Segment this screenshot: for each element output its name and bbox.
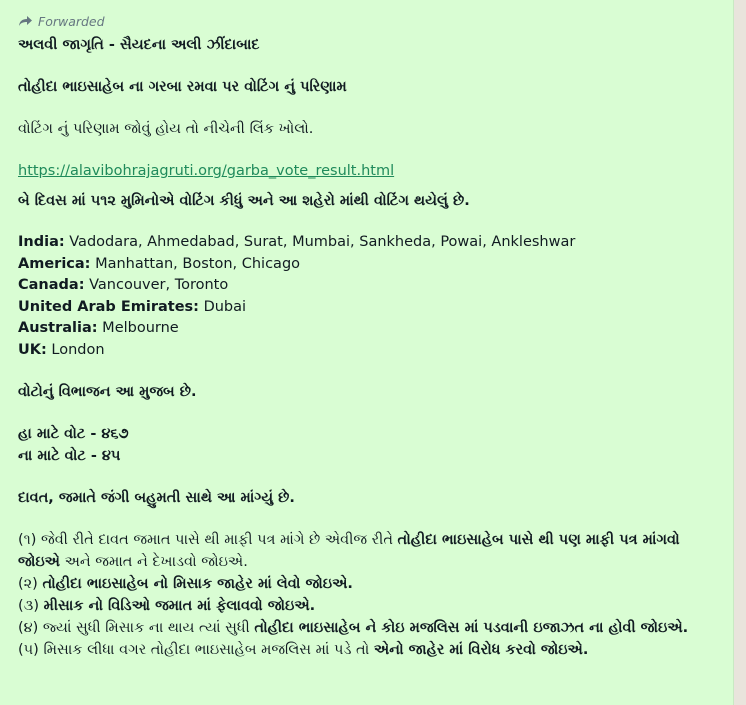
location-row: Australia: Melbourne xyxy=(18,320,179,336)
demand-heading: દાવત, જમાતે જંગી બહુમતી સાથે આ માંગ્યું છે. xyxy=(18,490,295,506)
message-summary: બે દિવસ માં ૫૧૨ મુમિનોએ વોટિંગ કીધું અને આ શહેરો માંથી વોટિંગ થયેલું છે. xyxy=(18,193,470,209)
location-row: India: Vadodara, Ahmedabad, Surat, Mumbai, Sankheda, Powai, Ankleshwar xyxy=(18,234,576,250)
location-row: America: Manhattan, Boston, Chicago xyxy=(18,255,301,272)
forward-arrow-icon xyxy=(18,15,33,27)
message-heading: તોહીદા ભાઇસાહેબ ના ગરબા રમવા પર વોટિંગ નું પરિણામ xyxy=(18,79,347,95)
vote-result-link[interactable]: https://alavibohrajagruti.org/garba_vote_result.html xyxy=(18,163,395,179)
forwarded-label: Forwarded xyxy=(38,13,105,29)
demand-item: (૨) તોહીદા ભાઇસાહેબ નો મિસાક જાહેર માં લેવો જોઇએ. xyxy=(18,576,353,592)
location-row: UK: London xyxy=(18,341,105,358)
demand-item: (૩) મીસાક નો વિડિઓ જમાત માં ફેલાવવો જોઇએ. xyxy=(18,598,316,614)
votes-yes: હા માટે વોટ - ૪૬૭ xyxy=(18,426,129,442)
demand-item: (૪) જ્યાં સુધી મિસાક ના થાય ત્યાં સુધી તોહીદા ભાઇસાહેબ ને કોઇ મજલિસ માં પડવાની ઇજાઝત ના હોવી જોઇએ. xyxy=(18,620,689,636)
locations-list xyxy=(18,232,715,361)
demand-item: (૧) જેવી રીતે દાવત જમાત પાસે થી માફી પત્ર માંગે છે એવીજ રીતે તોહીદા ભાઇસાહેબ પાસે થી પણ માફી પત્ર માંગવો જોઇએ અને જમાત ને દેખાડવો જોઇએ. xyxy=(18,532,680,570)
demands-list xyxy=(18,529,715,661)
location-row: United Arab Emirates: Dubai xyxy=(18,298,247,315)
forwarded-indicator xyxy=(18,12,715,30)
location-row: Canada: Vancouver, Toronto xyxy=(18,277,229,293)
votes-no: ના માટે વોટ - ૪૫ xyxy=(18,448,121,464)
demand-item: (૫) મિસાક લીધા વગર તોહીદા ભાઇસાહેબ મજલિસ માં પડે તો એનો જાહેર માં વિરોધ કરવો જોઇએ. xyxy=(18,642,589,658)
message-title: અલવી જાગૃતિ - સૈયદના અલી ઝીંદાબાદ xyxy=(18,37,260,53)
breakdown-heading: વોટોનું વિભાજન આ મુજબ છે. xyxy=(18,384,197,400)
message-intro: વોટિંગ નું પરિણામ જોવું હોય તો નીચેની લિંક ખોલો. xyxy=(18,121,314,137)
